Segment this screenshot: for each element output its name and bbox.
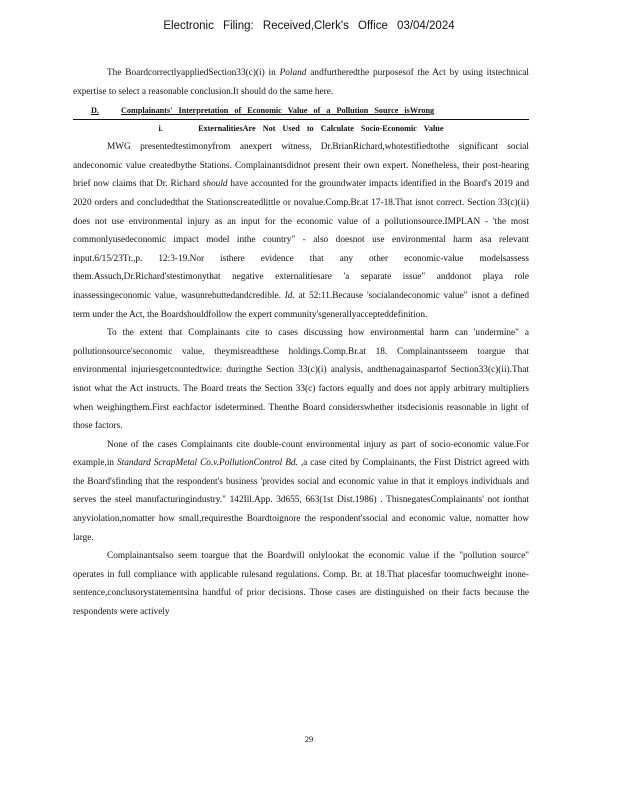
- mwg-text-2: have accounted for the groundwater impacts identified in the Board's 2019 and 2020 orders and concludedthat the Stationscreatedlittle or novalue.Comp.Br.at 17-18.That isnot correct. Section 33(c)(ii) does not use environmental injury as an input for the economic value of a pollutionsource.IMPLAN - 'the most commonlyusedeconomic impact model inthe country" - also doesnot use environmental harm asa relevant input.6/15/23Tr.,p. 12:3-19.Nor isthere evidence that any other economic-value modelsassess them.Assuch,Dr.Richard'stestimonythat negative externalitiesare 'a separate issue" anddonot playa role inassessingeconomic value, wasunrebuttedandcredible.: [73, 179, 529, 301]
- section-heading-text: Complainants' Interpretation of Economic Value of a Pollution Source isWrong: [121, 106, 435, 116]
- mwg-text-1: MWG presentedtestimonyfrom anexpert witness, Dr.BrianRichard,whotestifiedtothe significant social andeconomic value createdbythe Stations. Complainantsdidnot present their own expert. Nonetheless, their post-hearing brief now claims that Dr. Richard: [73, 142, 529, 190]
- intro-text-1: The BoardcorrectlyappliedSection33(c)(i) in: [107, 68, 276, 78]
- none-text-2: ,a case cited by Complainants, the First District agreed with the Board'sfinding that the respondent's business 'provides social and economic value in that it employs individuals and serves the steel manufacturingindustry." 142Ill.App. 3d655, 663(1st Dist.1986) . ThisnegatesComplainants' not ionthat anyviolation,nomatter how small,requiresthe Boardtoignore the respondent'ssocial and economic value, nomatter how large.: [73, 458, 530, 543]
- case-name-standard-scrap: Standard ScrapMetal Co.v.PollutionControl Bd.: [117, 458, 298, 469]
- section-heading-d: [73, 103, 529, 120]
- case-name-poland: Poland: [279, 68, 307, 78]
- filing-stamp: Electronic Filing: Received,Clerk's Office 03/04/2024: [163, 20, 455, 32]
- should-emphasis: should: [202, 179, 228, 190]
- paragraph-mwg-testimony: [73, 138, 529, 324]
- paragraph-none-of-the-cases: [73, 436, 529, 548]
- id-citation: Id.: [284, 290, 295, 301]
- subsection-heading-i: [73, 120, 529, 138]
- subsection-numeral: i.: [158, 124, 163, 134]
- document-body: [73, 64, 529, 622]
- mwg-text-3: at 52:11.Because 'socialandeconomic value" isnot a defined term under the Act, the Boardshouldfollow the expert community'sgenerallyaccepteddefinition.: [73, 290, 530, 320]
- intro-paragraph: [73, 64, 529, 101]
- subsection-heading-text: ExternalitiesAre Not Used to Calculate Socio-Economic Value: [198, 124, 444, 134]
- paragraph-to-the-extent: To the extent that Complainants cite to cases discussing how environmental harm can 'undermine" a pollutionsource'seconomic value, theymisreadthese holdings.Comp.Br.at 18. Complainantsseem toargue that environmental injuriesgetcountedtwice: duringthe Section 33(c)(i) analysis, andthenagainaspartof Section33(c)(ii).That isnot what the Act instructs. The Board treats the Section 33(c) factors equally and does not apply arbitrary multipliers when weighingthem.First eachfactor isdetermined. Thenthe Board considerswhether itsdecisionis reasonable in light of those factors.: [73, 328, 529, 432]
- paragraph-complainants-also: Complainantsalso seem toargue that the Boardwill onlylookat the economic value if the "pollution source" operates in full compliance with applicable rulesand regulations. Comp. Br. at 18.That placesfar toomuchweight inone-sentence,conclusorystatementsina handful of prior decisions. Those cases are distinguished on their facts because the respondents were actively: [73, 551, 529, 618]
- section-letter: D.: [91, 106, 99, 116]
- none-text-1: None of the cases Complainants cite double-count environmental injury as part of socio-economic value.For example,in: [73, 439, 529, 469]
- intro-text-2: andfurtheredthe purposesof the Act by using itstechnical expertise to select a reasonable conclusion.It should do the same here.: [73, 68, 530, 97]
- page-number: 29: [304, 734, 314, 744]
